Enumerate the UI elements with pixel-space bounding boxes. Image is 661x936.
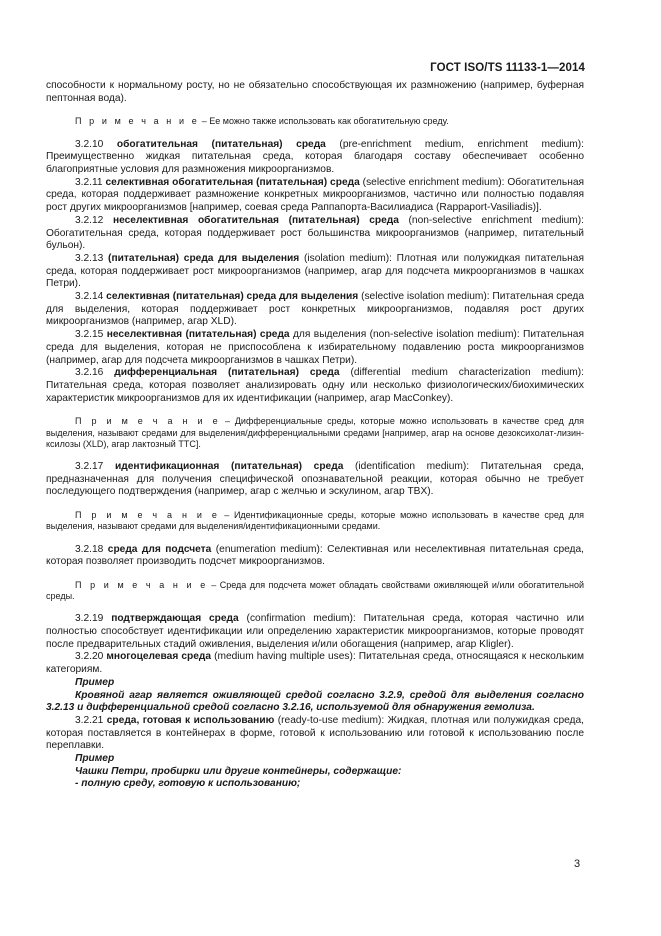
standard-header: ГОСТ ISO/TS 11133-1—2014 <box>430 62 585 74</box>
term-3-2-18 <box>46 544 584 569</box>
term-definition: (enumeration medium): Селективная или неселективная питательная среда, которая позволяет производить подсчет микроорганизмов. <box>46 543 585 568</box>
term-definition: (isolation medium): Плотная или полужидкая питательная среда, которая поддерживает рост микроорганизмов (например, агар для подсчета микроорганизмов в чашках Петри). <box>46 252 584 290</box>
term-3-2-11 <box>46 177 584 215</box>
term-title: среда, готовая к использованию <box>106 714 275 726</box>
term-number: 3.2.17 <box>75 460 115 472</box>
term-number: 3.2.16 <box>75 367 115 379</box>
term-number: 3.2.14 <box>75 291 107 303</box>
page-number: 3 <box>574 858 581 870</box>
page-content <box>46 80 584 791</box>
note-label: П р и м е ч а н и е <box>75 116 200 127</box>
term-number: 3.2.13 <box>75 252 109 264</box>
term-title: дифференциальная (питательная) среда <box>114 367 340 379</box>
note-label: П р и м е ч а н и е <box>75 510 220 521</box>
term-title: неселективная обогатительная (питательная) среда <box>112 214 399 226</box>
term-3-2-20 <box>46 651 584 676</box>
term-number: 3.2.11 <box>75 176 106 188</box>
term-number: 3.2.21 <box>75 714 107 726</box>
note-3 <box>46 510 584 532</box>
term-3-2-16 <box>46 367 584 405</box>
term-title: неселективная (питательная) среда <box>106 329 290 341</box>
term-3-2-10 <box>46 139 584 177</box>
term-number: 3.2.19 <box>75 613 112 625</box>
example-text-line: Чашки Петри, пробирки или другие контейнеры, содержащие: <box>75 765 402 777</box>
note-text: – Ее можно также использовать как обогатительную среду. <box>199 116 449 127</box>
note-label: П р и м е ч а н и е <box>75 416 221 427</box>
term-3-2-15 <box>46 329 584 367</box>
term-definition: (medium having multiple uses): Питательная среда, относящаяся к нескольким категориям. <box>46 651 584 676</box>
example-text: Кровяной агар является оживляющей средой согласно 3.2.9, средой для выделения согласно 3.2.13 и дифференциальной средой согласно 3.2.16, используемой для обнаружения гемолиза. <box>46 689 584 714</box>
term-definition: (differential medium characterization medium): Питательная среда, которая позволяет анализировать одну или несколько физиологических/биохимических характеристик микроорганизмов для их идентификации (например, агар MacConkey). <box>46 367 584 404</box>
term-title: идентификационная (питательная) среда <box>114 460 344 472</box>
term-title: селективная (питательная) среда для выделения <box>106 291 359 303</box>
note-label: П р и м е ч а н и е <box>75 579 208 590</box>
term-title: среда для подсчета <box>107 543 212 555</box>
note-text: – Среда для подсчета может обладать свойствами оживляющей и/или обогатительной среды. <box>46 579 584 602</box>
example-label: Пример <box>75 753 115 765</box>
term-definition: (selective enrichment medium): Обогатительная среда, которая поддерживает размножение конкретных микроорганизмов, частично или полностью подавляя рост других микроорганизмов [например, соевая среда Раппапорта-Василиадиса (Rappaport-Vasiliadis)]. <box>46 176 584 214</box>
term-definition: (identification medium): Питательная среда, предназначенная для получения специфической опознавательной реакции, которая обычно не требует последующего подтверждения (например, агар с желчью и эскулином, агар TBX). <box>46 460 584 498</box>
term-3-2-13 <box>46 253 584 291</box>
term-title: подтверждающая среда <box>111 613 239 625</box>
continuation-paragraph: способности к нормальному росту, но не обязательно способствующая их размножению (например, буферная пептонная вода). <box>46 80 584 104</box>
note-text: – Идентификационные среды, которые можно использовать в качестве сред для выделения, называют средами для выделения/идентификационными средами. <box>46 510 584 532</box>
term-number: 3.2.20 <box>75 651 107 663</box>
term-definition: (ready-to-use medium): Жидкая, плотная или полужидкая среда, которая поставляется в контейнерах в форме, готовой к использованию или готовой к использованию после переплавки. <box>46 714 584 752</box>
term-3-2-19 <box>46 613 584 651</box>
term-title: селективная обогатительная (питательная) среда <box>105 176 360 188</box>
note-text: – Дифференциальные среды, которые можно использовать в качестве сред для выделения, называют средами для выделения/дифференциальными средами [например, агар на основе дезоксихолат-лизин-ксилозы (XLD), агар лактозный ТТС]. <box>46 416 585 449</box>
example-text-line: - полную среду, готовую к использованию; <box>75 778 301 790</box>
term-definition: (pre-enrichment medium, enrichment medium): Преимущественно жидкая питательная среда, которая благодаря составу обеспечивает особенно благоприятные условия для размножения микроорганизмов. <box>46 138 584 176</box>
term-number: 3.2.15 <box>75 329 107 341</box>
term-title: многоцелевая среда <box>106 651 212 663</box>
term-number: 3.2.10 <box>75 138 117 150</box>
term-number: 3.2.18 <box>75 543 108 555</box>
term-title: (питательная) среда для выделения <box>108 252 300 264</box>
term-number: 3.2.12 <box>75 214 113 226</box>
note-4 <box>46 580 584 602</box>
term-3-2-14 <box>46 291 584 329</box>
term-definition: (non-selective enrichment medium): Обогатительная среда, которая поддерживает рост большинства микроорганизмов (например, питательный бульон). <box>46 214 584 252</box>
term-definition: (selective isolation medium): Питательная среда для выделения, которая поддерживает рост конкретных микроорганизмов, подавляя рост других микроорганизмов (например, агар XLD). <box>46 291 585 328</box>
note-1 <box>46 116 584 127</box>
term-3-2-21 <box>46 715 584 753</box>
example-label: Пример <box>75 676 115 688</box>
term-3-2-12 <box>46 215 584 253</box>
term-definition: (confirmation medium): Питательная среда, которая частично или полностью способствует идентификации или определению характеристик микроорганизмов, которые проводят после предварительных стадий оживления, выделения и/или обогащения (например, агар Kligler). <box>46 613 585 650</box>
term-title: обогатительная (питательная) среда <box>116 138 326 150</box>
note-2 <box>46 416 584 450</box>
term-3-2-17 <box>46 461 584 499</box>
term-definition: для выделения (non-selective isolation medium): Питательная среда для выделения, которая не приспособлена к избирательному подавлению роста микроорганизмов (например, агар для подсчета микроорганизмов в чашках Петри). <box>46 329 584 366</box>
